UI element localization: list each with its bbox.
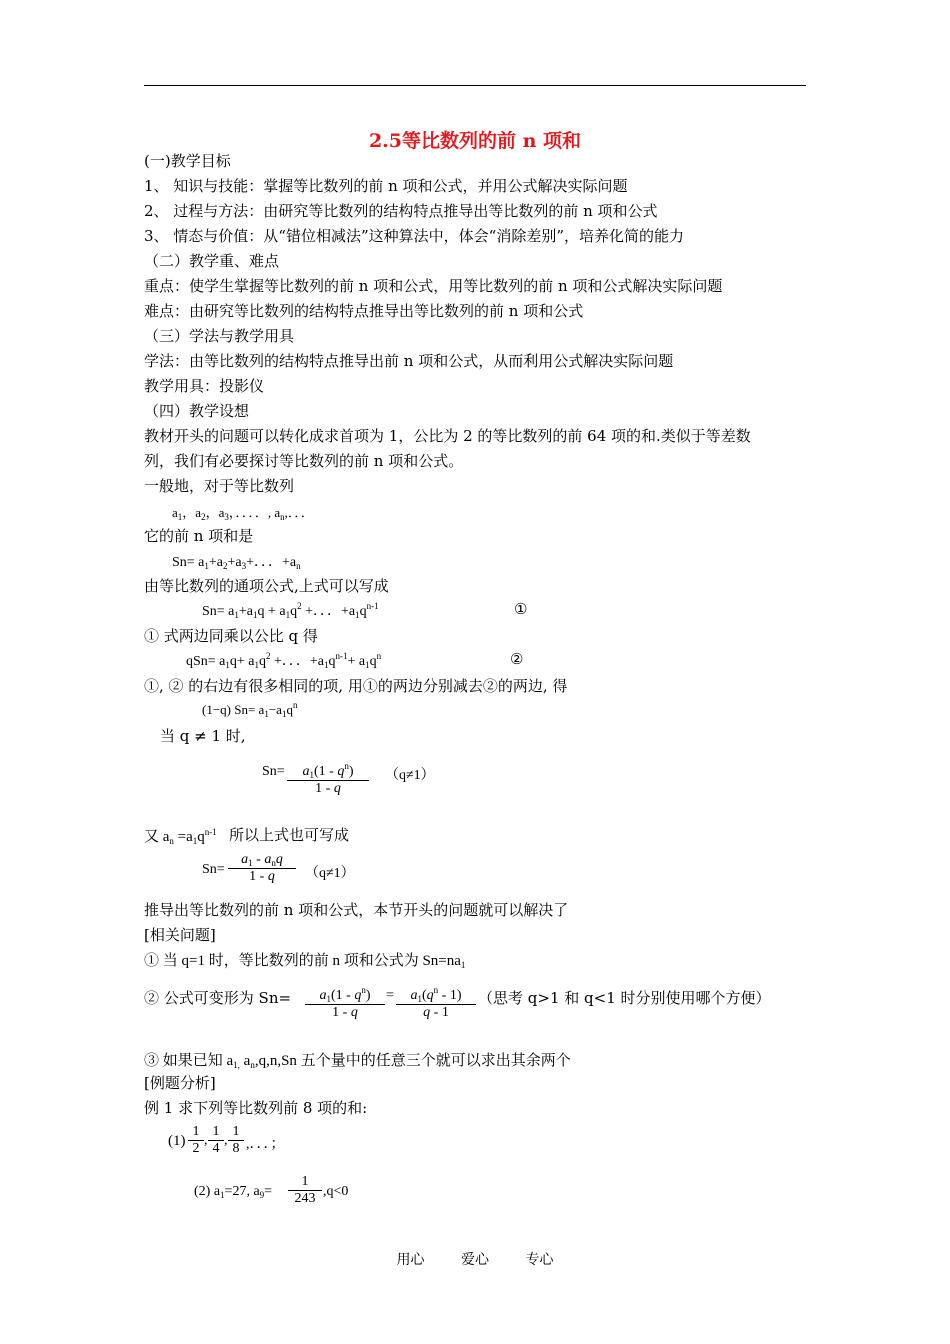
section-heading: （三）学法与教学用具 xyxy=(144,327,295,345)
ratio-condition: ,q<0 xyxy=(323,1184,349,1199)
equals-sign: = xyxy=(386,988,394,1003)
goal-item: 3、 情态与价值：从“错位相减法”这种算法中，体会“消除差别”，培养化简的能力 xyxy=(144,227,684,245)
related-question-2-note: （思考 q>1 和 q<1 时分别使用哪个方便） xyxy=(478,989,771,1007)
ellipsis: ,．．．； xyxy=(246,1137,285,1152)
page-title: 2.5等比数列的前 n 项和 xyxy=(368,130,582,152)
paragraph: ①, ② 的右边有很多相同的项, 用①的两边分别减去②的两边, 得 xyxy=(144,677,568,695)
section-heading: （四）教学设想 xyxy=(144,402,250,420)
formula-lhs: Sn= xyxy=(262,764,285,779)
comma: , xyxy=(224,1133,228,1148)
paragraph: 推导出等比数列的前 n 项和公式，本节开头的问题就可以解决了 xyxy=(144,901,569,919)
section-heading: [例题分析] xyxy=(144,1074,216,1092)
example-title: 例 1 求下列等比数列前 8 项的和: xyxy=(144,1099,368,1117)
fraction-1-243: $\frac{1}{243}$ xyxy=(288,1174,322,1207)
related-question-1: ① 当 q=1 时，等比数列的前 n 项和公式为 $Sn=na_1$ xyxy=(144,953,466,970)
condition: （q≠1） xyxy=(385,768,435,783)
equation-1: $Sn= a_1+a_1q + a_1q^2$ +．．．$+a_1q^{n-1}$ xyxy=(202,601,379,620)
sequence-terms: $a_1$，$a_2$，$a_3$，．．．．, $a_n$,．．． xyxy=(172,505,314,522)
footer-item: 爱心 xyxy=(461,1252,489,1268)
formula-fraction-2: $\frac{a_1(q^n - 1)}{q - 1}$ xyxy=(396,985,476,1021)
subtracted-equation: (1−q) $Sn= a_1-a_1q^n$ xyxy=(202,700,298,719)
section-heading: (一)教学目标 xyxy=(144,152,231,170)
paragraph: 教材开头的问题可以转化成求首项为 1，公比为 2 的等比数列的前 64 项的和.类似于等差数 xyxy=(144,427,751,445)
footer-item: 用心 xyxy=(396,1252,425,1268)
example-part-2: (2) $a_1=27$, $a_9=$ xyxy=(194,1184,273,1200)
footer-item: 专心 xyxy=(525,1252,554,1268)
comma: , xyxy=(204,1133,208,1148)
goal-item: 2、 过程与方法：由研究等比数列的结构特点推导出等比数列的前 n 项和公式 xyxy=(144,202,658,220)
paragraph: 所以上式也可写成 xyxy=(229,826,350,844)
paragraph: 由等比数列的通项公式,上式可以写成 xyxy=(144,577,389,595)
condition: （q≠1） xyxy=(305,866,355,881)
sum-fraction-alt: $a_1 - a_nq$ 1 - q xyxy=(228,852,296,885)
fraction-quarter: $\frac{1}{4}$ xyxy=(208,1124,224,1157)
fraction-eighth: $\frac{1}{8}$ xyxy=(228,1124,244,1157)
equation-marker-1: ① xyxy=(514,602,528,618)
related-question-2: ② 公式可变形为 Sn= xyxy=(144,989,292,1007)
equation-2: $qSn= a_1q+ a_1q^2$ +．．．$+a_1q^{n-1}+ a_1q^n$ xyxy=(186,651,382,670)
formula-lhs: Sn= xyxy=(202,862,225,877)
key-point: 重点：使学生掌握等比数列的前 n 项和公式，用等比数列的前 n 项和公式解决实际问题 xyxy=(144,277,723,295)
example-part-1: (1) xyxy=(168,1133,186,1149)
footer xyxy=(0,1249,950,1269)
sum-formula: $Sn= a_1+a_2+a_3+$．．．$+a_n$ xyxy=(172,555,301,571)
paragraph: 一般地，对于等比数列 xyxy=(144,477,295,495)
header-rule xyxy=(144,85,806,86)
paragraph: 列，我们有必要探讨等比数列的前 n 项和公式。 xyxy=(144,452,464,470)
paragraph: ① 式两边同乘以公比 q 得 xyxy=(144,627,318,645)
equation-marker-2: ② xyxy=(510,652,524,668)
section-heading: （二）教学重、难点 xyxy=(144,252,280,270)
section-heading: [相关问题] xyxy=(144,926,216,944)
nth-term: 又 $a_n =a_1q^{n-1}$ xyxy=(144,827,217,846)
related-question-3: ③ 如果已知 $a_{1,}$ $a_n,q,n,Sn$ 五个量中的任意三个就可以求出其余两个 xyxy=(144,1053,571,1070)
fraction-half: $\frac{1}{2}$ xyxy=(188,1124,204,1157)
method-text: 学法：由等比数列的结构特点推导出前 n 项和公式，从而利用公式解决实际问题 xyxy=(144,352,674,370)
difficult-point: 难点：由研究等比数列的结构特点推导出等比数列的前 n 项和公式 xyxy=(144,302,584,320)
tools-text: 教学用具：投影仪 xyxy=(144,377,265,395)
paragraph: 它的前 n 项和是 xyxy=(144,527,254,545)
goal-item: 1、 知识与技能：掌握等比数列的前 n 项和公式，并用公式解决实际问题 xyxy=(144,177,628,195)
sum-fraction: $\frac{a_1(1 - q^n)}{1 - q}$ xyxy=(287,761,369,797)
formula-fraction-1: $\frac{a_1(1 - q^n)}{1 - q}$ xyxy=(305,985,385,1021)
paragraph: 当 q ≠ 1 时, xyxy=(160,727,246,745)
